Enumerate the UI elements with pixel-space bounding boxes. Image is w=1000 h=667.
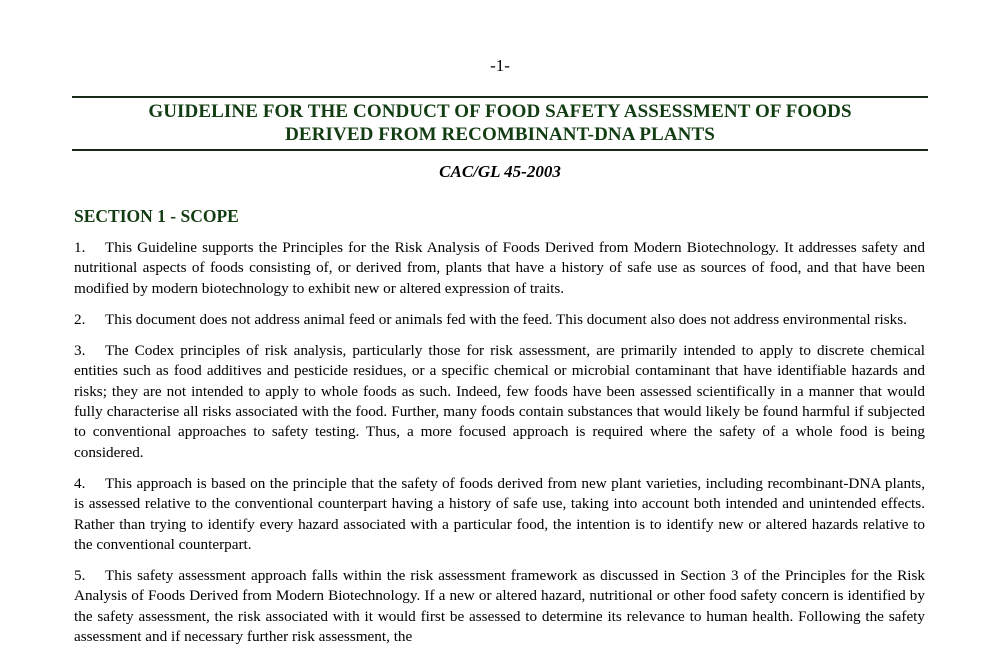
document-code: CAC/GL 45-2003 (439, 162, 561, 181)
title-top-rule (72, 96, 928, 98)
title-bottom-rule (72, 149, 928, 151)
paragraph-number: 2. (74, 310, 86, 328)
page-number: -1- (490, 56, 510, 75)
paragraph-text: This approach is based on the principle that the safety of foods derived from new plant varieties, including recombinant-DNA plants, is assessed relative to the conventional counterpart having a history of safe use, taking into account both intended and unintended effects. Rather than trying to identify every hazard associated with a particular food, the intention is to identify new or altered hazards relative to the conventional counterpart. (74, 474, 925, 553)
paragraph-text: This safety assessment approach falls within the risk assessment framework as discussed in Section 3 of the Principles for the Risk Analysis of Foods Derived from Modern Biotechnology. If a new or altered hazard, nutritional or other food safety concern is identified by the safety assessment, the risk associated with it would first be assessed to determine its relevance to human health. Following the safety assessment and if necessary further risk assessment, the (74, 567, 925, 646)
paragraph-2 (74, 310, 925, 330)
title-line-1: GUIDELINE FOR THE CONDUCT OF FOOD SAFETY ASSESSMENT OF FOODS (148, 101, 852, 122)
paragraph-1 (74, 238, 925, 299)
paragraph-text: This document does not address animal feed or animals fed with the feed. This document also does not address environmental risks. (105, 310, 907, 328)
paragraph-number: 1. (74, 239, 86, 256)
paragraph-list (74, 238, 925, 658)
paragraph-5 (74, 566, 925, 647)
title-line-2: DERIVED FROM RECOMBINANT-DNA PLANTS (285, 124, 715, 145)
document-title (72, 100, 928, 146)
paragraph-number: 5. (74, 567, 86, 585)
paragraph-number: 3. (74, 342, 86, 360)
section-heading: SECTION 1 - SCOPE (74, 206, 239, 226)
paragraph-4 (74, 474, 925, 555)
paragraph-text: The Codex principles of risk analysis, particularly those for risk assessment, are primarily intended to apply to discrete chemical entities such as food additives and pesticide residues, or a specific chemical or microbial contaminant that have identifiable hazards and risks; they are not intended to apply to whole foods as such. Indeed, few foods have been assessed scientifically in a manner that would fully characterise all risks associated with the food. Further, many foods contain substances that would likely be found harmful if subjected to conventional approaches to safety testing. Thus, a more focused approach is required where the safety of a whole food is being considered. (74, 342, 925, 461)
paragraph-3 (74, 341, 925, 463)
paragraph-text: This Guideline supports the Principles for the Risk Analysis of Foods Derived from Modern Biotechnology. It addresses safety and nutritional aspects of foods consisting of, or derived from, plants that have a history of safe use as sources of food, and that have been modified by modern biotechnology to exhibit new or altered expression of traits. (74, 239, 925, 297)
paragraph-number: 4. (74, 474, 86, 492)
